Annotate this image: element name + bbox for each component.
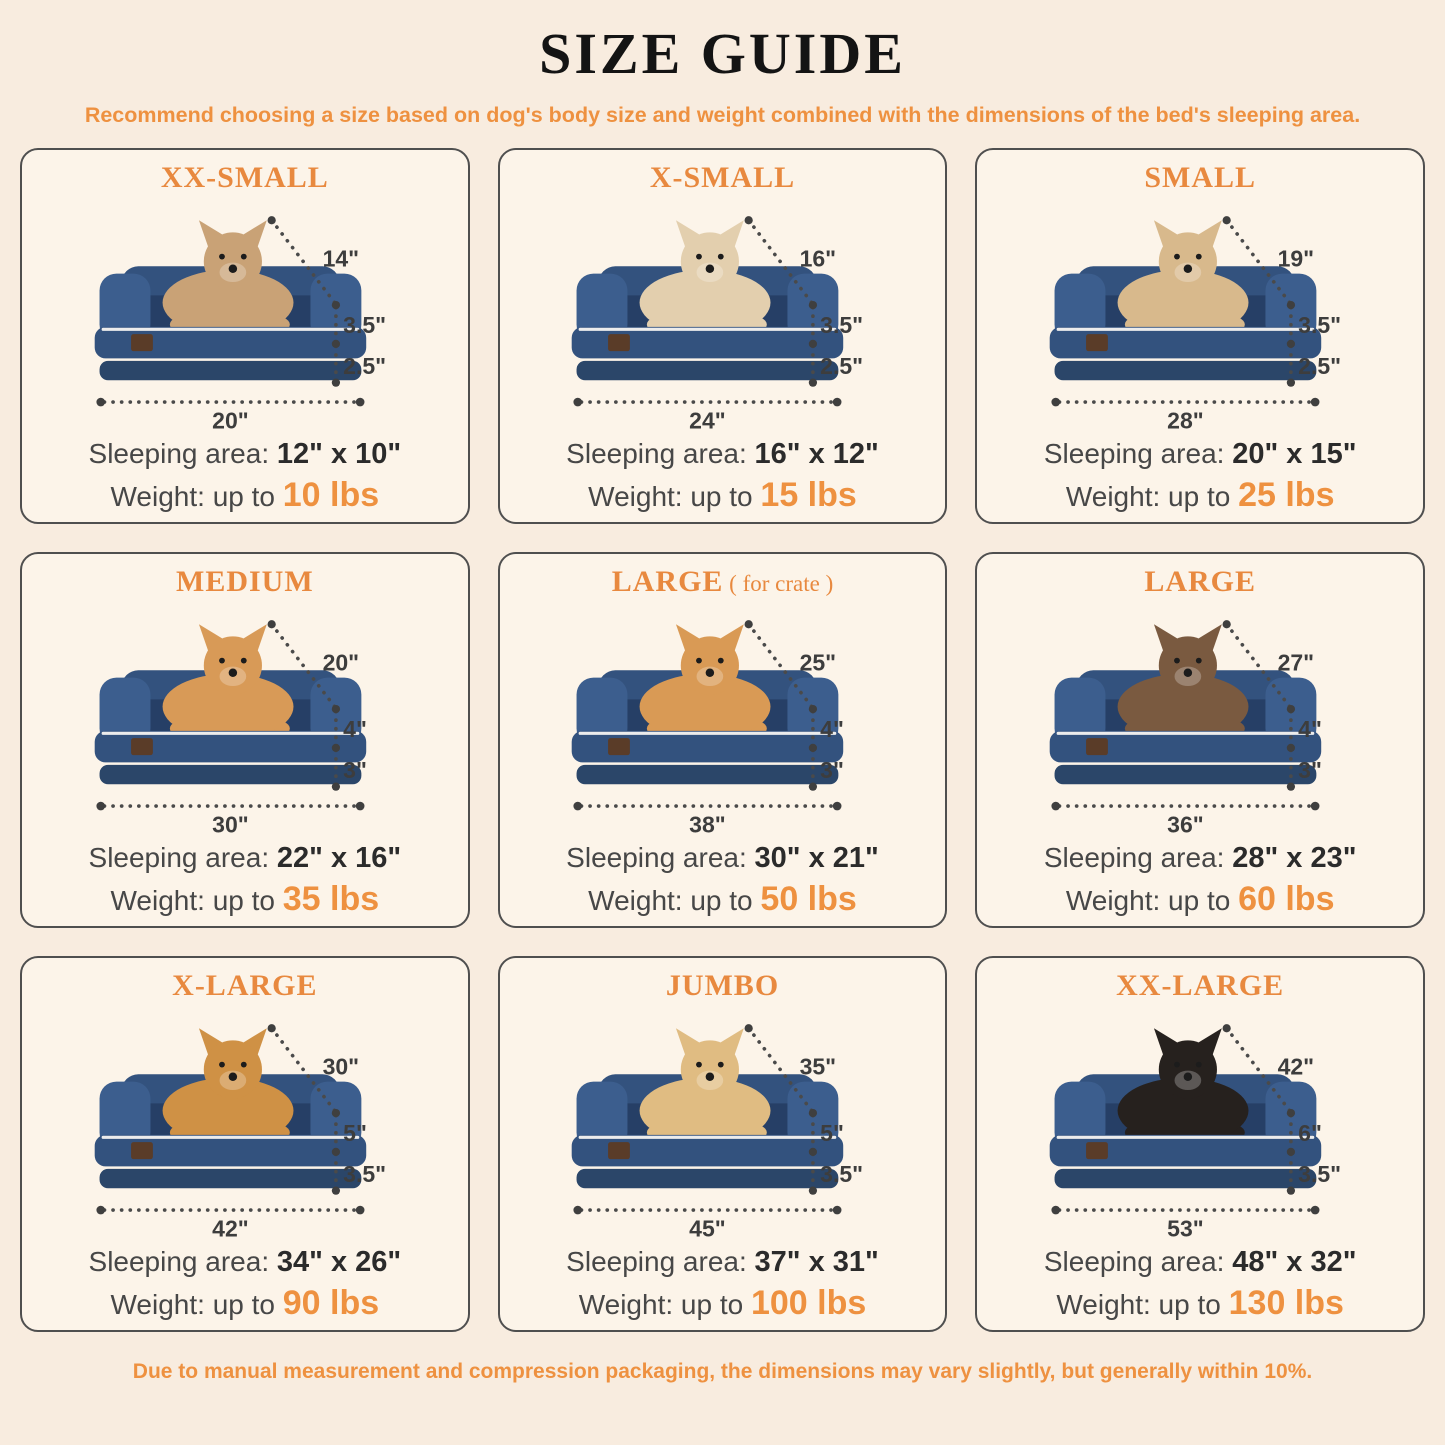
dim-base-height-label: 2.5" <box>820 353 864 380</box>
size-card-title <box>1116 968 1284 1004</box>
pet-nose <box>228 668 236 676</box>
dim-depth-label: 14" <box>322 245 359 272</box>
header <box>0 0 1445 128</box>
size-card-title <box>650 160 795 196</box>
pet-nose <box>228 264 236 272</box>
dim-bolster-height-label: 6" <box>1298 1119 1323 1146</box>
sleeping-area-label: Sleeping area: <box>566 1246 747 1277</box>
size-card <box>20 552 470 928</box>
pet-eye-right <box>1196 1062 1202 1068</box>
bed-dimension-figure <box>536 1004 908 1244</box>
pet-eye-left <box>219 658 225 664</box>
weight-value: 15 lbs <box>760 476 857 515</box>
weight-line <box>111 880 380 919</box>
size-card-title <box>176 564 314 600</box>
bed-dimension-figure <box>59 600 431 840</box>
sleeping-area-value: 20" x 15" <box>1232 438 1357 470</box>
size-card-title <box>1144 564 1256 600</box>
weight-label: Weight: up to <box>110 1289 275 1321</box>
size-name: X-LARGE <box>172 969 318 1002</box>
size-card-title <box>1144 160 1256 196</box>
disclaimer-note: Due to manual measurement and compression packaging, the dimensions may vary slightly, but generally within 10%. <box>132 1360 1313 1383</box>
dim-depth-label: 25" <box>800 649 837 676</box>
dim-depth-label: 35" <box>800 1053 837 1080</box>
weight-label: Weight: up to <box>1056 1289 1221 1321</box>
bed-base-layer <box>577 361 839 380</box>
weight-value: 10 lbs <box>282 476 380 515</box>
bed-base-layer <box>99 361 361 380</box>
pet-eye-left <box>1174 254 1180 260</box>
sleeping-area-value: 34" x 26" <box>276 1246 402 1278</box>
sleeping-area-label: Sleeping area: <box>1043 1246 1225 1277</box>
brand-tag <box>1086 1142 1108 1159</box>
bed-dimension-figure <box>536 600 908 840</box>
sleeping-area-line <box>566 436 879 472</box>
sleeping-area-label: Sleeping area: <box>1043 842 1225 873</box>
size-card <box>498 148 948 524</box>
size-name: LARGE <box>611 565 724 598</box>
sleeping-area-label: Sleeping area: <box>566 842 747 873</box>
sleeping-area-value: 12" x 10" <box>276 438 402 470</box>
dim-depth-label: 27" <box>1277 649 1315 676</box>
dim-length-label: 20" <box>212 407 249 434</box>
brand-tag <box>609 334 631 351</box>
weight-value: 35 lbs <box>282 880 380 919</box>
dog-bed-illustration <box>59 196 431 436</box>
weight-value: 60 lbs <box>1238 880 1335 919</box>
pet-nose <box>706 1072 714 1080</box>
dim-base-height-label: 3" <box>1298 757 1323 784</box>
dog-bed-illustration <box>536 600 908 840</box>
dim-base-height-label: 3.5" <box>343 1161 386 1188</box>
bed-dimension-figure <box>59 1004 431 1244</box>
weight-line <box>1056 1284 1344 1323</box>
pet-eye-right <box>241 254 247 260</box>
dim-bolster-height-label: 3.5" <box>1298 311 1342 338</box>
pet-nose <box>706 264 714 272</box>
dim-length-label: 45" <box>689 1215 727 1242</box>
pet-eye-left <box>219 1062 225 1068</box>
sleeping-area-line <box>566 840 879 876</box>
dim-base-height-label: 3.5" <box>1298 1161 1342 1188</box>
weight-line <box>111 1284 380 1323</box>
bed-base-layer <box>577 1169 839 1188</box>
weight-value: 25 lbs <box>1238 476 1335 515</box>
size-card-title <box>161 160 329 196</box>
pet-nose <box>1184 264 1192 272</box>
weight-line <box>1066 880 1335 919</box>
size-name: SMALL <box>1144 161 1256 194</box>
pet-eye-right <box>1196 254 1202 260</box>
dim-length-label: 36" <box>1167 811 1204 838</box>
pet-eye-left <box>219 254 225 260</box>
weight-value: 100 lbs <box>750 1284 867 1323</box>
page-subtitle: Recommend choosing a size based on dog's body size and weight combined with the dimensions of the bed's sleeping area. <box>84 103 1361 127</box>
brand-tag <box>131 334 153 351</box>
weight-line <box>579 1284 867 1323</box>
weight-value: 50 lbs <box>760 880 857 919</box>
brand-tag <box>131 738 153 755</box>
pet-eye-left <box>1174 1062 1180 1068</box>
sleeping-area-value: 22" x 16" <box>276 842 402 874</box>
weight-label: Weight: up to <box>1065 885 1231 917</box>
dim-length-label: 24" <box>689 407 727 434</box>
size-name: LARGE <box>1144 565 1256 598</box>
sleeping-area-label: Sleeping area: <box>88 438 270 469</box>
weight-value: 90 lbs <box>282 1284 380 1323</box>
dim-bolster-height-label: 5" <box>820 1119 845 1146</box>
dim-depth-label: 20" <box>322 649 359 676</box>
sleeping-area-label: Sleeping area: <box>88 1246 270 1277</box>
size-card <box>498 552 948 928</box>
weight-label: Weight: up to <box>110 481 275 513</box>
sleeping-area-line <box>1044 840 1357 876</box>
sleeping-area-line <box>89 1244 402 1280</box>
pet-eye-left <box>697 1062 703 1068</box>
bed-base-layer <box>577 765 839 784</box>
size-card <box>975 956 1425 1332</box>
size-card-title <box>172 968 317 1004</box>
dim-bolster-height-label: 3.5" <box>343 311 386 338</box>
dim-base-height-label: 3" <box>343 757 367 784</box>
sleeping-area-line <box>566 1244 879 1280</box>
dog-bed-illustration <box>536 1004 908 1244</box>
bed-dimension-figure <box>1014 600 1386 840</box>
size-cards-grid <box>20 148 1425 1332</box>
bed-base-layer <box>1055 765 1317 784</box>
dog-bed-illustration <box>1014 600 1386 840</box>
pet-eye-right <box>241 658 247 664</box>
size-card-title <box>666 968 779 1004</box>
pet-eye-right <box>718 1062 724 1068</box>
brand-tag <box>131 1142 153 1159</box>
size-card-title <box>612 564 834 600</box>
dim-base-height-label: 3" <box>820 757 845 784</box>
weight-label: Weight: up to <box>1065 481 1231 513</box>
weight-label: Weight: up to <box>588 885 753 917</box>
sleeping-area-line <box>1044 1244 1357 1280</box>
page-title: SIZE GUIDE <box>539 21 906 86</box>
dim-depth-label: 42" <box>1277 1053 1315 1080</box>
brand-tag <box>609 738 631 755</box>
dim-bolster-height-label: 4" <box>1298 715 1323 742</box>
dim-bolster-height-label: 5" <box>343 1119 367 1146</box>
sleeping-area-label: Sleeping area: <box>566 438 747 469</box>
size-name: MEDIUM <box>176 565 314 598</box>
pet-nose <box>1184 1072 1192 1080</box>
dog-bed-illustration <box>1014 196 1386 436</box>
size-name-suffix: ( for crate ) <box>723 571 834 596</box>
weight-value: 130 lbs <box>1228 1284 1344 1323</box>
size-card <box>975 148 1425 524</box>
size-card <box>498 956 948 1332</box>
dim-base-height-label: 2.5" <box>343 353 386 380</box>
pet-eye-right <box>718 658 724 664</box>
dim-length-label: 28" <box>1167 407 1204 434</box>
brand-tag <box>1086 334 1108 351</box>
sleeping-area-value: 16" x 12" <box>754 438 879 470</box>
size-name: X-SMALL <box>649 161 796 194</box>
dim-bolster-height-label: 4" <box>343 715 367 742</box>
dim-bolster-height-label: 3.5" <box>820 311 864 338</box>
sleeping-area-value: 48" x 32" <box>1232 1246 1357 1278</box>
pet-eye-left <box>697 254 703 260</box>
sleeping-area-line <box>1044 436 1357 472</box>
bed-dimension-figure <box>1014 196 1386 436</box>
dim-base-height-label: 3.5" <box>820 1161 864 1188</box>
bed-base-layer <box>99 1169 361 1188</box>
weight-line <box>588 880 857 919</box>
weight-label: Weight: up to <box>578 1289 744 1321</box>
size-card <box>20 148 470 524</box>
size-name: JUMBO <box>665 969 780 1002</box>
pet-eye-right <box>241 1062 247 1068</box>
dim-depth-label: 30" <box>322 1053 359 1080</box>
dim-length-label: 30" <box>212 811 249 838</box>
sleeping-area-value: 28" x 23" <box>1232 842 1357 874</box>
bed-base-layer <box>1055 1169 1317 1188</box>
dim-length-label: 53" <box>1167 1215 1204 1242</box>
dog-bed-illustration <box>59 600 431 840</box>
weight-line <box>588 476 857 515</box>
pet-nose <box>1184 668 1192 676</box>
dog-bed-illustration <box>1014 1004 1386 1244</box>
dim-length-label: 42" <box>212 1215 249 1242</box>
dim-length-label: 38" <box>689 811 727 838</box>
pet-nose <box>228 1072 236 1080</box>
dim-depth-label: 16" <box>800 245 837 272</box>
pet-eye-left <box>1174 658 1180 664</box>
pet-eye-right <box>1196 658 1202 664</box>
sleeping-area-value: 30" x 21" <box>754 842 879 874</box>
bed-dimension-figure <box>1014 1004 1386 1244</box>
pet-nose <box>706 668 714 676</box>
sleeping-area-label: Sleeping area: <box>88 842 270 873</box>
sleeping-area-value: 37" x 31" <box>754 1246 879 1278</box>
sleeping-area-line <box>89 840 402 876</box>
bed-dimension-figure <box>59 196 431 436</box>
pet-eye-right <box>718 254 724 260</box>
sleeping-area-label: Sleeping area: <box>1043 438 1225 469</box>
pet-eye-left <box>697 658 703 664</box>
size-card <box>975 552 1425 928</box>
brand-tag <box>1086 738 1108 755</box>
size-name: XX-LARGE <box>1116 969 1285 1002</box>
weight-line <box>1066 476 1335 515</box>
dog-bed-illustration <box>59 1004 431 1244</box>
sleeping-area-line <box>89 436 402 472</box>
size-card <box>20 956 470 1332</box>
brand-tag <box>609 1142 631 1159</box>
weight-label: Weight: up to <box>588 481 753 513</box>
bed-base-layer <box>99 765 361 784</box>
bed-base-layer <box>1055 361 1317 380</box>
dim-bolster-height-label: 4" <box>820 715 845 742</box>
weight-line <box>111 476 380 515</box>
dim-depth-label: 19" <box>1277 245 1315 272</box>
dog-bed-illustration <box>536 196 908 436</box>
dim-base-height-label: 2.5" <box>1298 353 1342 380</box>
size-name: XX-SMALL <box>160 161 329 194</box>
weight-label: Weight: up to <box>110 885 275 917</box>
bed-dimension-figure <box>536 196 908 436</box>
